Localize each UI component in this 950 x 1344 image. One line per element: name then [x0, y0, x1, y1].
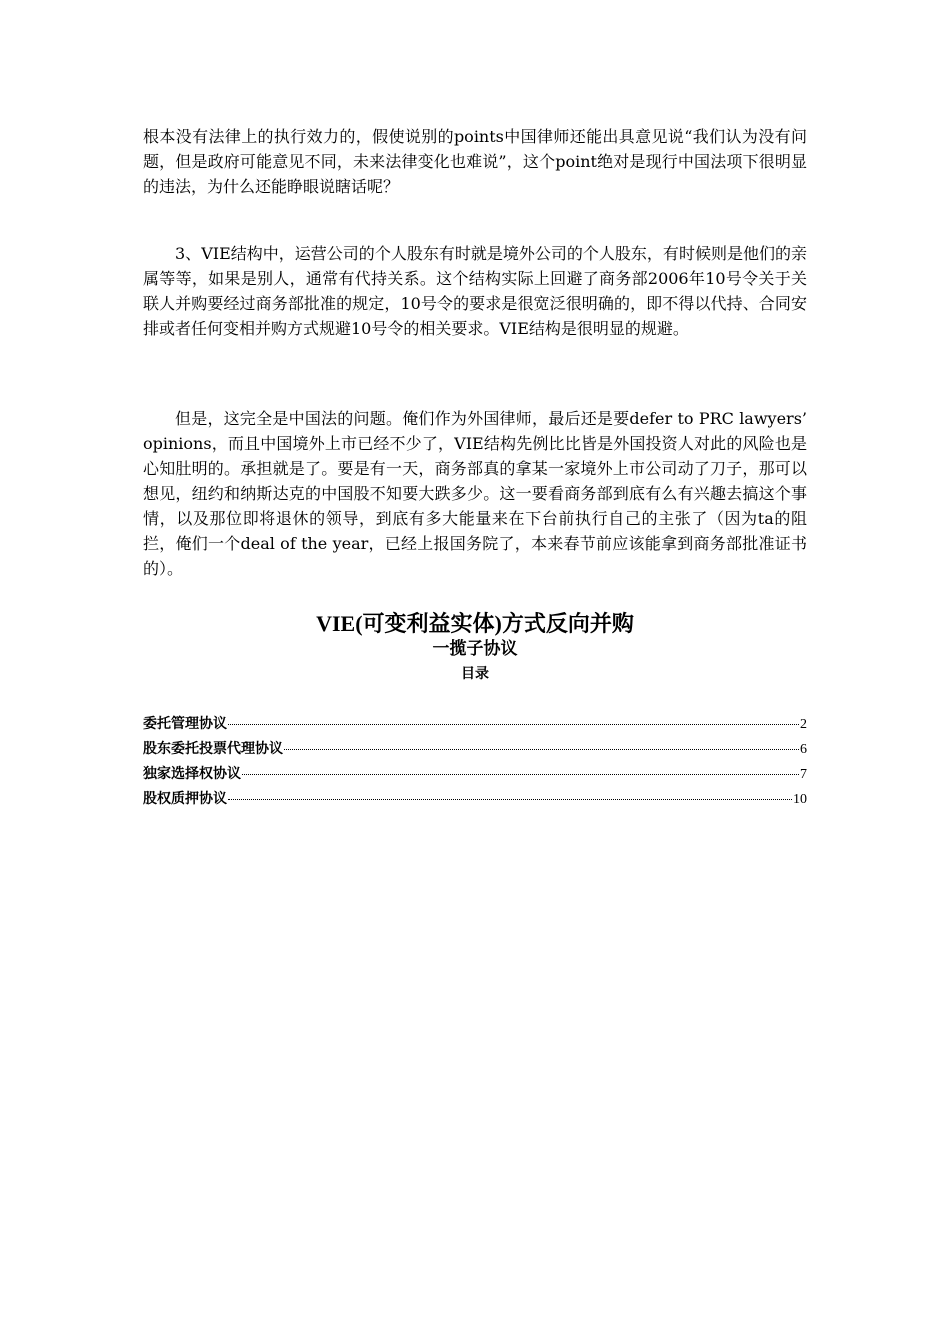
- toc-entry-label: 委托管理协议: [143, 717, 227, 732]
- toc-dot-leader: [228, 724, 799, 725]
- paragraph-1: 根本没有法律上的执行效力的，假使说别的points中国律师还能出具意见说“我们认为没有问题，但是政府可能意见不同，未来法律变化也难说”，这个point绝对是现行中国法项下很明显的违法，为什么还能睁眼说瞎话呢？: [143, 127, 807, 196]
- document-title: VIE(可变利益实体)方式反向并购: [316, 611, 634, 636]
- toc-entry-exclusive-option[interactable]: [143, 763, 807, 788]
- document-subtitle: 一揽子协议: [432, 639, 518, 658]
- table-of-contents: [143, 713, 807, 813]
- paragraph-3: 但是，这完全是中国法的问题。俺们作为外国律师，最后还是要defer to PRC lawyers’ opinions，而且中国境外上市已经不少了，VIE结构先例比比皆是外国投资人对此的风险也是心知肚明的。承担就是了。要是有一天，商务部真的拿某一家境外上市公司动了刀子，那可以想见，纽约和纳斯达克的中国股不知要大跌多少。这一要看商务部到底有么有兴趣去搞这个事情，以及那位即将退休的领导，到底有多大能量来在下台前执行自己的主张了（因为ta的阻拦，俺们一个deal of the year，已经上报国务院了，本来春节前应该能拿到商务部批准证书的）。: [143, 409, 807, 578]
- toc-entry-label: 独家选择权协议: [143, 767, 241, 782]
- toc-entry-voting-proxy[interactable]: [143, 738, 807, 763]
- toc-entry-entrusted-management[interactable]: [143, 713, 807, 738]
- paragraph-2: 3、VIE结构中，运营公司的个人股东有时就是境外公司的个人股东，有时候则是他们的亲属等等，如果是别人，通常有代持关系。这个结构实际上回避了商务部2006年10号令关于关联人并购要经过商务部批准的规定，10号令的要求是很宽泛很明确的，即不得以代持、合同安排或者任何变相并购方式规避10号令的相关要求。VIE结构是很明显的规避。: [143, 244, 807, 338]
- toc-heading: 目录: [461, 667, 489, 682]
- toc-entry-page: 7: [800, 767, 807, 782]
- toc-dot-leader: [228, 799, 792, 800]
- toc-entry-page: 10: [793, 792, 807, 807]
- toc-dot-leader: [242, 774, 799, 775]
- toc-entry-label: 股东委托投票代理协议: [143, 742, 283, 757]
- toc-entry-label: 股权质押协议: [143, 792, 227, 807]
- toc-dot-leader: [284, 749, 799, 750]
- toc-entry-page: 6: [800, 742, 807, 757]
- toc-entry-equity-pledge[interactable]: [143, 788, 807, 813]
- toc-entry-page: 2: [800, 717, 807, 732]
